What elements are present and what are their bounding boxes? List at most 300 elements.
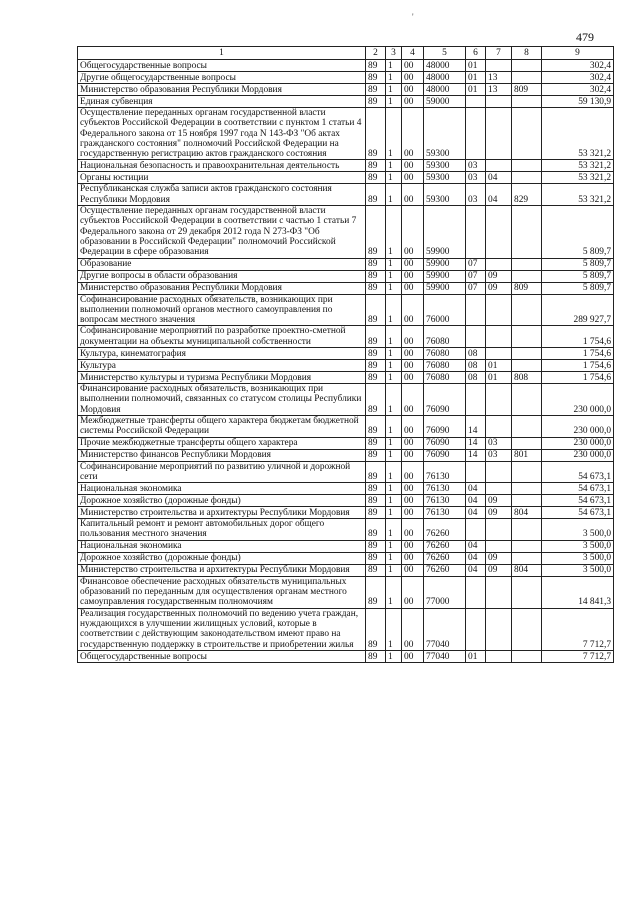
row-code-3: 1 [386, 84, 402, 96]
row-code-5: 59900 [424, 206, 466, 258]
column-header-5: 5 [424, 47, 466, 60]
row-code-5: 59300 [424, 172, 466, 184]
row-code-6 [466, 608, 486, 650]
row-code-3: 1 [386, 576, 402, 608]
row-code-3: 1 [386, 326, 402, 348]
row-code-8 [512, 326, 542, 348]
column-header-1: 1 [78, 47, 366, 60]
row-description: Национальная безопасность и правоохранительная деятельность [78, 160, 366, 172]
row-code-3: 1 [386, 507, 402, 519]
row-code-2: 89 [366, 270, 386, 282]
row-code-5: 59900 [424, 258, 466, 270]
row-code-6 [466, 294, 486, 326]
row-amount: 53 321,2 [542, 160, 614, 172]
row-code-2: 89 [366, 160, 386, 172]
table-row [78, 160, 614, 172]
row-code-2: 89 [366, 348, 386, 360]
row-amount: 1 754,6 [542, 348, 614, 360]
row-code-8 [512, 384, 542, 416]
row-code-2: 89 [366, 294, 386, 326]
row-code-4: 00 [402, 519, 424, 541]
table-row [78, 483, 614, 495]
row-code-4: 00 [402, 540, 424, 552]
row-code-7 [486, 206, 512, 258]
row-code-8 [512, 540, 542, 552]
table-row [78, 650, 614, 662]
row-code-8 [512, 96, 542, 108]
row-code-2: 89 [366, 184, 386, 206]
row-code-7: 13 [486, 72, 512, 84]
row-code-6: 03 [466, 172, 486, 184]
row-description: Софинансирование мероприятий по развитию уличной и дорожной сети [78, 461, 366, 483]
row-code-8 [512, 519, 542, 541]
row-code-8 [512, 72, 542, 84]
row-code-3: 1 [386, 495, 402, 507]
row-code-5: 76080 [424, 360, 466, 372]
row-code-5: 59300 [424, 160, 466, 172]
row-code-2: 89 [366, 564, 386, 576]
table-row [78, 60, 614, 72]
row-code-7 [486, 348, 512, 360]
row-description: Другие общегосударственные вопросы [78, 72, 366, 84]
row-code-4: 00 [402, 258, 424, 270]
row-code-3: 1 [386, 172, 402, 184]
row-code-4: 00 [402, 326, 424, 348]
row-code-5: 59300 [424, 108, 466, 160]
row-code-5: 76090 [424, 415, 466, 437]
row-code-5: 59000 [424, 96, 466, 108]
table-row [78, 437, 614, 449]
row-code-5: 48000 [424, 72, 466, 84]
row-description: Другие вопросы в области образования [78, 270, 366, 282]
row-code-8 [512, 650, 542, 662]
row-code-4: 00 [402, 608, 424, 650]
row-code-8 [512, 608, 542, 650]
row-code-8 [512, 483, 542, 495]
row-code-8 [512, 437, 542, 449]
row-code-5: 59900 [424, 282, 466, 294]
table-row [78, 184, 614, 206]
row-code-2: 89 [366, 84, 386, 96]
row-description: Республиканская служба записи актов гражданского состояния Республики Мордовия [78, 184, 366, 206]
row-description: Осуществление переданных органам государственной власти субъектов Российской Федерации в соответствии с пунктом 1 статьи 4 Федерального закона от 15 ноября 1997 года N 143-ФЗ "Об актах гражданского состояния" полномочий Российской Федерации на государственную регистрацию актов гражданского состояния [78, 108, 366, 160]
row-code-6 [466, 206, 486, 258]
row-code-3: 1 [386, 72, 402, 84]
table-row [78, 372, 614, 384]
row-code-4: 00 [402, 576, 424, 608]
row-code-4: 00 [402, 294, 424, 326]
row-code-8 [512, 60, 542, 72]
row-code-5: 76090 [424, 384, 466, 416]
row-code-4: 00 [402, 96, 424, 108]
row-code-5: 77000 [424, 576, 466, 608]
row-code-7 [486, 384, 512, 416]
table-row [78, 326, 614, 348]
row-amount: 53 321,2 [542, 184, 614, 206]
row-code-7 [486, 461, 512, 483]
row-code-2: 89 [366, 72, 386, 84]
row-code-5: 76130 [424, 495, 466, 507]
column-header-6: 6 [466, 47, 486, 60]
row-code-2: 89 [366, 608, 386, 650]
row-amount: 230 000,0 [542, 384, 614, 416]
row-code-4: 00 [402, 384, 424, 416]
row-code-8: 808 [512, 372, 542, 384]
row-code-5: 76080 [424, 326, 466, 348]
row-code-5: 76260 [424, 564, 466, 576]
row-code-7 [486, 326, 512, 348]
row-code-7: 13 [486, 84, 512, 96]
row-code-4: 00 [402, 348, 424, 360]
row-amount: 5 809,7 [542, 258, 614, 270]
column-header-9: 9 [542, 47, 614, 60]
row-code-5: 48000 [424, 84, 466, 96]
row-code-8 [512, 206, 542, 258]
row-code-4: 00 [402, 650, 424, 662]
row-code-8 [512, 294, 542, 326]
row-code-6 [466, 108, 486, 160]
row-amount: 3 500,0 [542, 519, 614, 541]
top-mark: ' [412, 12, 414, 22]
row-code-7 [486, 608, 512, 650]
row-code-6: 03 [466, 160, 486, 172]
table-body [78, 60, 614, 663]
row-code-4: 00 [402, 160, 424, 172]
row-amount: 230 000,0 [542, 449, 614, 461]
row-code-4: 00 [402, 461, 424, 483]
row-code-4: 00 [402, 495, 424, 507]
row-amount: 7 712,7 [542, 608, 614, 650]
row-code-3: 1 [386, 60, 402, 72]
column-header-2: 2 [366, 47, 386, 60]
row-code-5: 76260 [424, 552, 466, 564]
row-code-4: 00 [402, 270, 424, 282]
row-description: Культура, кинематография [78, 348, 366, 360]
row-amount: 1 754,6 [542, 372, 614, 384]
row-code-4: 00 [402, 72, 424, 84]
row-amount: 54 673,1 [542, 483, 614, 495]
table-row [78, 108, 614, 160]
row-code-5: 76130 [424, 483, 466, 495]
row-code-7: 09 [486, 495, 512, 507]
row-code-8: 804 [512, 507, 542, 519]
row-code-5: 59900 [424, 270, 466, 282]
row-code-6: 07 [466, 282, 486, 294]
table-row [78, 519, 614, 541]
row-code-5: 76090 [424, 449, 466, 461]
row-description: Министерство строительства и архитектуры Республики Мордовия [78, 507, 366, 519]
row-code-7 [486, 258, 512, 270]
row-code-8: 804 [512, 564, 542, 576]
row-description: Софинансирование мероприятий по разработке проектно-сметной документации на объекты муниципальной собственности [78, 326, 366, 348]
row-code-3: 1 [386, 564, 402, 576]
row-code-3: 1 [386, 608, 402, 650]
row-code-6: 14 [466, 449, 486, 461]
row-code-3: 1 [386, 360, 402, 372]
row-code-7 [486, 108, 512, 160]
row-code-7: 03 [486, 449, 512, 461]
row-code-8 [512, 461, 542, 483]
row-code-7 [486, 540, 512, 552]
row-code-6: 04 [466, 540, 486, 552]
row-code-2: 89 [366, 372, 386, 384]
row-description: Прочие межбюджетные трансферты общего характера [78, 437, 366, 449]
row-code-5: 76080 [424, 348, 466, 360]
row-code-7: 04 [486, 184, 512, 206]
row-code-5: 76260 [424, 519, 466, 541]
row-code-3: 1 [386, 449, 402, 461]
row-code-6: 14 [466, 415, 486, 437]
row-code-6: 04 [466, 483, 486, 495]
row-code-3: 1 [386, 160, 402, 172]
row-description: Национальная экономика [78, 540, 366, 552]
row-code-7: 09 [486, 282, 512, 294]
row-code-4: 00 [402, 206, 424, 258]
row-code-5: 76130 [424, 461, 466, 483]
row-code-4: 00 [402, 360, 424, 372]
row-amount: 53 321,2 [542, 172, 614, 184]
row-description: Осуществление переданных органам государственной власти субъектов Российской Федерации в соответствии с частью 1 статьи 7 Федерального закона от 29 декабря 2012 года N 273-ФЗ "Об образовании в Российской Федерации" полномочий Российской Федерации в сфере образования [78, 206, 366, 258]
row-code-8: 809 [512, 282, 542, 294]
row-code-5: 76080 [424, 372, 466, 384]
row-code-6 [466, 461, 486, 483]
row-code-7: 01 [486, 372, 512, 384]
table-row [78, 384, 614, 416]
row-code-3: 1 [386, 384, 402, 416]
row-amount: 3 500,0 [542, 552, 614, 564]
row-code-3: 1 [386, 540, 402, 552]
row-code-3: 1 [386, 206, 402, 258]
table-row [78, 348, 614, 360]
row-code-3: 1 [386, 294, 402, 326]
row-code-5: 76260 [424, 540, 466, 552]
row-code-2: 89 [366, 60, 386, 72]
row-description: Министерство финансов Республики Мордовия [78, 449, 366, 461]
column-header-7: 7 [486, 47, 512, 60]
row-code-2: 89 [366, 507, 386, 519]
row-code-6 [466, 96, 486, 108]
row-code-6 [466, 519, 486, 541]
row-code-4: 00 [402, 437, 424, 449]
row-description: Министерство строительства и архитектуры Республики Мордовия [78, 564, 366, 576]
row-code-8 [512, 576, 542, 608]
row-code-2: 89 [366, 576, 386, 608]
row-code-4: 00 [402, 564, 424, 576]
row-code-7 [486, 576, 512, 608]
row-amount: 7 712,7 [542, 650, 614, 662]
row-code-3: 1 [386, 282, 402, 294]
row-code-7 [486, 415, 512, 437]
row-code-7 [486, 160, 512, 172]
row-code-8: 809 [512, 84, 542, 96]
table-row [78, 461, 614, 483]
row-code-8: 801 [512, 449, 542, 461]
row-code-4: 00 [402, 282, 424, 294]
row-code-2: 89 [366, 360, 386, 372]
table-row [78, 72, 614, 84]
row-code-3: 1 [386, 650, 402, 662]
row-amount: 5 809,7 [542, 282, 614, 294]
row-description: Культура [78, 360, 366, 372]
row-code-3: 1 [386, 108, 402, 160]
row-code-7 [486, 483, 512, 495]
table-row [78, 258, 614, 270]
table-row [78, 96, 614, 108]
row-code-6: 04 [466, 552, 486, 564]
row-code-7: 09 [486, 507, 512, 519]
row-amount: 302,4 [542, 60, 614, 72]
row-code-4: 00 [402, 449, 424, 461]
row-code-5: 77040 [424, 608, 466, 650]
page-number: 479 [576, 30, 594, 44]
row-code-6: 04 [466, 507, 486, 519]
row-code-3: 1 [386, 437, 402, 449]
row-code-7 [486, 294, 512, 326]
row-amount: 1 754,6 [542, 326, 614, 348]
row-description: Софинансирование расходных обязательств, возникающих при выполнении полномочий органов местного самоуправления по вопросам местного значения [78, 294, 366, 326]
row-description: Финансовое обеспечение расходных обязательств муниципальных образований по переданным для осуществления органам местного самоуправления государственным полномочиям [78, 576, 366, 608]
row-code-4: 00 [402, 415, 424, 437]
row-code-6: 08 [466, 360, 486, 372]
row-code-5: 48000 [424, 60, 466, 72]
row-description: Капитальный ремонт и ремонт автомобильных дорог общего пользования местного значения [78, 519, 366, 541]
row-code-5: 59300 [424, 184, 466, 206]
row-description: Дорожное хозяйство (дорожные фонды) [78, 552, 366, 564]
row-code-5: 76130 [424, 507, 466, 519]
row-code-6 [466, 576, 486, 608]
row-code-6 [466, 384, 486, 416]
row-description: Органы юстиции [78, 172, 366, 184]
row-amount: 302,4 [542, 72, 614, 84]
row-description: Образование [78, 258, 366, 270]
row-code-4: 00 [402, 84, 424, 96]
row-code-2: 89 [366, 108, 386, 160]
row-amount: 14 841,3 [542, 576, 614, 608]
table-row [78, 608, 614, 650]
row-amount: 5 809,7 [542, 206, 614, 258]
row-code-8 [512, 552, 542, 564]
row-code-6: 08 [466, 372, 486, 384]
row-amount: 54 673,1 [542, 461, 614, 483]
row-description: Межбюджетные трансферты общего характера бюджетам бюджетной системы Российской Федерации [78, 415, 366, 437]
row-code-2: 89 [366, 552, 386, 564]
row-code-6: 08 [466, 348, 486, 360]
row-code-7: 03 [486, 437, 512, 449]
row-code-2: 89 [366, 206, 386, 258]
row-code-7 [486, 96, 512, 108]
row-code-3: 1 [386, 258, 402, 270]
row-code-8 [512, 495, 542, 507]
row-code-6: 01 [466, 72, 486, 84]
row-code-2: 89 [366, 258, 386, 270]
row-description: Общегосударственные вопросы [78, 60, 366, 72]
row-code-6: 07 [466, 270, 486, 282]
row-code-3: 1 [386, 415, 402, 437]
table-row [78, 564, 614, 576]
table-row [78, 270, 614, 282]
row-code-4: 00 [402, 108, 424, 160]
row-code-6: 04 [466, 495, 486, 507]
row-description: Финансирование расходных обязательств, возникающих при выполнении полномочий, связанных со статусом столицы Республики Мордовия [78, 384, 366, 416]
table-row [78, 449, 614, 461]
row-amount: 302,4 [542, 84, 614, 96]
row-code-6: 01 [466, 60, 486, 72]
row-amount: 230 000,0 [542, 415, 614, 437]
table-row [78, 576, 614, 608]
row-code-7: 09 [486, 270, 512, 282]
row-code-4: 00 [402, 507, 424, 519]
row-amount: 53 321,2 [542, 108, 614, 160]
row-description: Единая субвенция [78, 96, 366, 108]
table-row [78, 294, 614, 326]
row-code-3: 1 [386, 483, 402, 495]
row-amount: 59 130,9 [542, 96, 614, 108]
row-code-2: 89 [366, 384, 386, 416]
row-code-8 [512, 108, 542, 160]
row-code-8 [512, 270, 542, 282]
table-row [78, 495, 614, 507]
row-code-6 [466, 326, 486, 348]
row-code-7 [486, 650, 512, 662]
row-code-3: 1 [386, 519, 402, 541]
table-row [78, 507, 614, 519]
row-code-3: 1 [386, 270, 402, 282]
row-code-2: 89 [366, 437, 386, 449]
column-header-8: 8 [512, 47, 542, 60]
budget-table [77, 46, 614, 663]
column-header-3: 3 [386, 47, 402, 60]
row-code-4: 00 [402, 372, 424, 384]
row-code-8 [512, 348, 542, 360]
row-code-6: 14 [466, 437, 486, 449]
row-description: Дорожное хозяйство (дорожные фонды) [78, 495, 366, 507]
row-code-6: 01 [466, 650, 486, 662]
row-code-2: 89 [366, 519, 386, 541]
table-row [78, 360, 614, 372]
row-code-4: 00 [402, 172, 424, 184]
row-code-3: 1 [386, 96, 402, 108]
row-code-6: 03 [466, 184, 486, 206]
row-amount: 289 927,7 [542, 294, 614, 326]
row-code-2: 89 [366, 415, 386, 437]
row-code-8 [512, 172, 542, 184]
row-code-3: 1 [386, 552, 402, 564]
row-code-4: 00 [402, 184, 424, 206]
row-description: Министерство образования Республики Мордовия [78, 282, 366, 294]
row-amount: 3 500,0 [542, 564, 614, 576]
row-code-5: 76000 [424, 294, 466, 326]
row-code-2: 89 [366, 461, 386, 483]
row-amount: 1 754,6 [542, 360, 614, 372]
row-code-8 [512, 160, 542, 172]
row-code-8: 829 [512, 184, 542, 206]
row-code-5: 77040 [424, 650, 466, 662]
row-code-3: 1 [386, 184, 402, 206]
table-row [78, 172, 614, 184]
row-description: Министерство образования Республики Мордовия [78, 84, 366, 96]
row-code-7: 09 [486, 552, 512, 564]
row-code-7: 09 [486, 564, 512, 576]
table-row [78, 415, 614, 437]
row-code-7: 04 [486, 172, 512, 184]
table-row [78, 206, 614, 258]
row-code-2: 89 [366, 172, 386, 184]
row-code-7: 01 [486, 360, 512, 372]
row-code-8 [512, 360, 542, 372]
row-amount: 3 500,0 [542, 540, 614, 552]
row-code-4: 00 [402, 483, 424, 495]
row-code-2: 89 [366, 282, 386, 294]
